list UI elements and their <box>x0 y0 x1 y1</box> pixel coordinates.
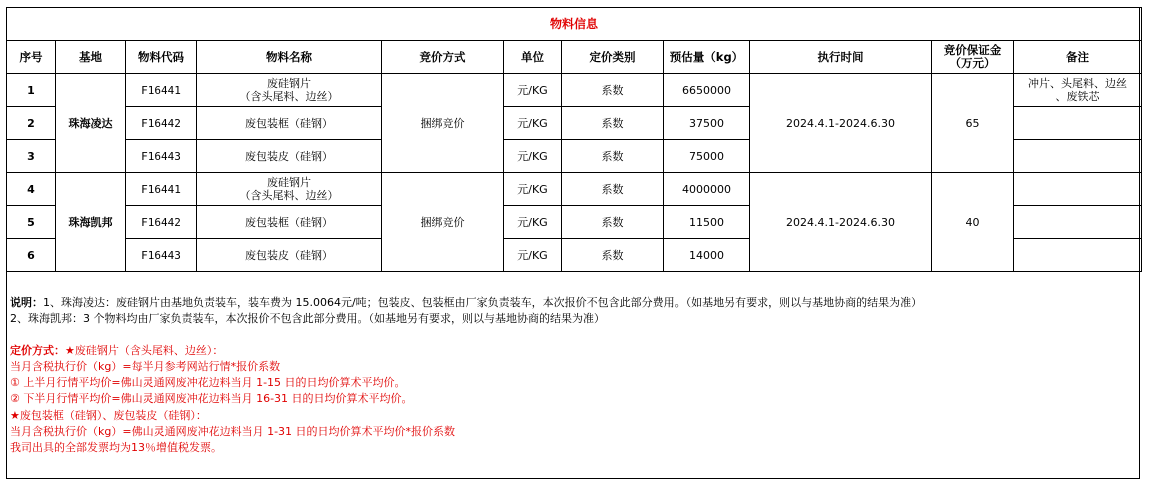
pricing-item1-sub2: ② 下半月行情平均价=佛山灵通网废冲花边料当月 16-31 日的日均价算术平均价。 <box>10 392 413 406</box>
cell-name: 废包装框（硅钢） <box>197 206 382 239</box>
header-pricing: 定价类别 <box>562 41 664 74</box>
cell-qty: 4000000 <box>664 173 750 206</box>
cell-remark <box>1014 140 1142 173</box>
header-qty: 预估量（kg） <box>664 41 750 74</box>
cell-pricing: 系数 <box>562 74 664 107</box>
header-deposit <box>932 41 1014 74</box>
cell-seq: 1 <box>7 74 56 107</box>
cell-remark <box>1014 107 1142 140</box>
header-deposit-line1: 竞价保证金 <box>943 43 1002 57</box>
cell-base: 珠海凯邦 <box>56 173 126 272</box>
cell-pricing: 系数 <box>562 239 664 272</box>
cell-remark-line1: 冲片、头尾料、边丝 <box>1028 77 1128 90</box>
table-row <box>7 173 1142 206</box>
table-title: 物料信息 <box>7 8 1142 41</box>
cell-seq: 5 <box>7 206 56 239</box>
cell-seq: 4 <box>7 173 56 206</box>
header-deposit-line2: （万元） <box>949 56 996 70</box>
table-row <box>7 74 1142 107</box>
cell-seq: 3 <box>7 140 56 173</box>
note-line-2: 2、珠海凯邦：3 个物料均由厂家负责装车，本次报价不包含此部分费用。（如基地另有要求，则以与基地协商的结果为准） <box>10 312 605 326</box>
cell-name: 废包装皮（硅钢） <box>197 239 382 272</box>
cell-qty: 14000 <box>664 239 750 272</box>
cell-remark <box>1014 173 1142 206</box>
cell-base: 珠海凌达 <box>56 74 126 173</box>
pricing-item1-sub1: ① 上半月行情平均价=佛山灵通网废冲花边料当月 1-15 日的日均价算术平均价。 <box>10 376 406 390</box>
cell-qty: 75000 <box>664 140 750 173</box>
cell-unit: 元/KG <box>504 206 562 239</box>
cell-deposit: 65 <box>932 74 1014 173</box>
notes-spacer <box>10 328 1138 343</box>
cell-seq: 2 <box>7 107 56 140</box>
material-table <box>6 7 1142 272</box>
cell-code: F16443 <box>126 239 197 272</box>
header-row <box>7 41 1142 74</box>
cell-pricing: 系数 <box>562 173 664 206</box>
cell-qty: 6650000 <box>664 74 750 107</box>
cell-method: 捆绑竞价 <box>382 74 504 173</box>
cell-pricing: 系数 <box>562 140 664 173</box>
header-period: 执行时间 <box>750 41 932 74</box>
cell-period: 2024.4.1-2024.6.30 <box>750 173 932 272</box>
header-base: 基地 <box>56 41 126 74</box>
cell-period: 2024.4.1-2024.6.30 <box>750 74 932 173</box>
header-remark: 备注 <box>1014 41 1142 74</box>
notes-label: 说明： <box>10 296 43 309</box>
cell-name-line1: 废硅钢片 <box>267 77 311 90</box>
notes-section <box>10 295 1138 457</box>
pricing-label: 定价方式： <box>10 343 65 357</box>
pricing-item1-formula: 当月含税执行价（kg）=每半月参考网站行情*报价系数 <box>10 359 281 373</box>
cell-deposit: 40 <box>932 173 1014 272</box>
cell-pricing: 系数 <box>562 206 664 239</box>
note-text-1: 1、珠海凌达：废硅钢片由基地负责装车，装车费为 15.0064元/吨；包装皮、包装框由厂家负责装车，本次报价不包含此部分费用。（如基地另有要求，则以与基地协商的结果为准） <box>43 296 923 309</box>
cell-name <box>197 173 382 206</box>
pricing-title-line <box>10 343 1138 359</box>
cell-name-line2: （含头尾料、边丝） <box>239 189 339 202</box>
cell-code: F16442 <box>126 107 197 140</box>
cell-code: F16443 <box>126 140 197 173</box>
cell-name: 废包装皮（硅钢） <box>197 140 382 173</box>
pricing-item2-title: ★废包装框（硅钢）、废包装皮（硅钢）： <box>10 408 207 422</box>
cell-unit: 元/KG <box>504 107 562 140</box>
cell-code: F16441 <box>126 74 197 107</box>
pricing-item2-formula: 当月含税执行价（kg）=佛山灵通网废冲花边料当月 1-31 日的日均价算术平均价*报价系数 <box>10 425 456 439</box>
cell-name <box>197 74 382 107</box>
cell-code: F16441 <box>126 173 197 206</box>
invoice-note: 我司出具的全部发票均为13％增值税发票。 <box>10 441 222 455</box>
header-unit: 单位 <box>504 41 562 74</box>
cell-seq: 6 <box>7 239 56 272</box>
cell-qty: 11500 <box>664 206 750 239</box>
header-method: 竞价方式 <box>382 41 504 74</box>
cell-unit: 元/KG <box>504 173 562 206</box>
pricing-item1-title: ★废硅钢片（含头尾料、边丝）： <box>65 343 224 357</box>
cell-remark <box>1014 74 1142 107</box>
header-seq: 序号 <box>7 41 56 74</box>
cell-name: 废包装框（硅钢） <box>197 107 382 140</box>
header-name: 物料名称 <box>197 41 382 74</box>
cell-remark-line2: 、废铁芯 <box>1055 90 1100 103</box>
header-code: 物料代码 <box>126 41 197 74</box>
cell-method: 捆绑竞价 <box>382 173 504 272</box>
cell-remark <box>1014 239 1142 272</box>
cell-unit: 元/KG <box>504 74 562 107</box>
cell-unit: 元/KG <box>504 239 562 272</box>
cell-code: F16442 <box>126 206 197 239</box>
cell-name-line1: 废硅钢片 <box>267 176 311 189</box>
cell-qty: 37500 <box>664 107 750 140</box>
cell-remark <box>1014 206 1142 239</box>
cell-name-line2: （含头尾料、边丝） <box>239 90 339 103</box>
note-line-1 <box>10 295 1138 311</box>
cell-pricing: 系数 <box>562 107 664 140</box>
cell-unit: 元/KG <box>504 140 562 173</box>
